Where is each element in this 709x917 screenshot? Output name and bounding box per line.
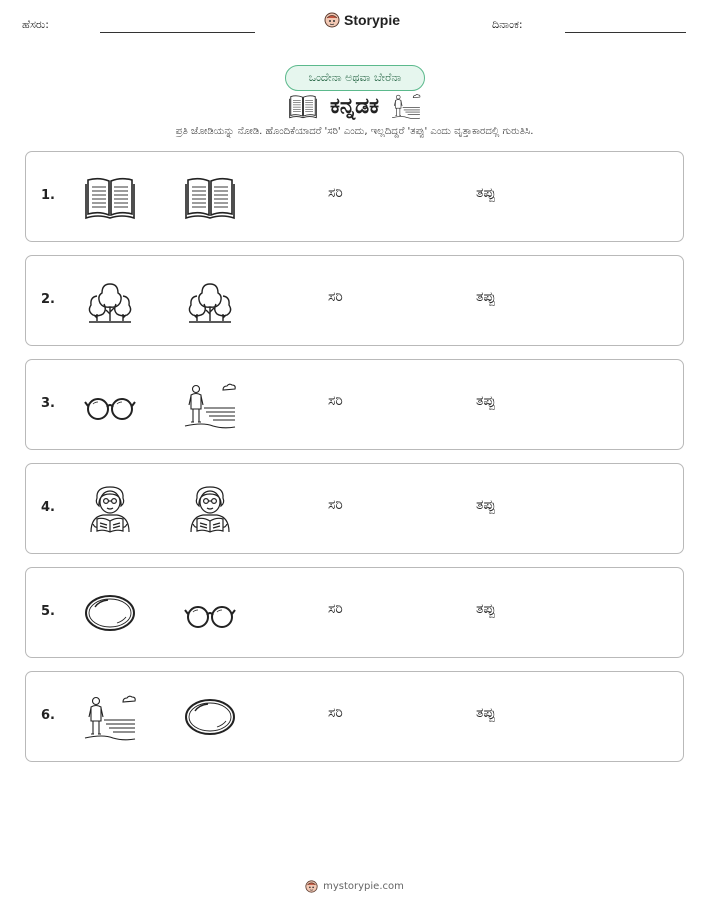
brand-name: Storypie: [344, 12, 401, 28]
true-option[interactable]: ಸರಿ: [328, 705, 343, 721]
trees-icon: [183, 276, 237, 326]
true-option[interactable]: ಸರಿ: [328, 497, 343, 513]
page-title: ಕನ್ನಡಕ: [329, 93, 380, 119]
date-label: ದಿನಾಂಕ:: [492, 18, 523, 31]
lens-icon: [183, 692, 237, 742]
brand-logo: [324, 12, 400, 28]
false-option[interactable]: ತಪ್ಪು: [476, 601, 496, 617]
false-option[interactable]: ತಪ್ಪು: [476, 289, 496, 305]
worksheet-type-badge: ಒಂದೇನಾ ಅಥವಾ ಬೇರೆನಾ: [285, 65, 425, 91]
false-option[interactable]: ತಪ್ಪು: [476, 705, 496, 721]
true-option[interactable]: ಸರಿ: [328, 185, 343, 201]
storypie-logo-icon: [305, 880, 318, 893]
question-number: 6.: [41, 708, 55, 723]
question-row: [25, 567, 684, 658]
false-option[interactable]: ತಪ್ಪು: [476, 185, 496, 201]
book-icon: [183, 172, 237, 222]
instructions-text: ಪ್ರತಿ ಜೋಡಿಯನ್ನು ನೋಡಿ. ಹೊಂದಿಕೆಯಾದರೆ 'ಸರಿ' ಎಂದು, ಇಲ್ಲದಿದ್ದರೆ 'ತಪ್ಪು' ಎಂದು ವೃತ್ತಾಕಾರದಲ್ಲಿ ಗುರುತಿಸಿ.: [175, 126, 534, 137]
question-number: 1.: [41, 188, 55, 203]
book-icon: [288, 92, 318, 120]
storypie-logo-icon: [324, 12, 340, 28]
question-number: 3.: [41, 396, 55, 411]
question-number: 4.: [41, 500, 55, 515]
date-field-line[interactable]: [565, 32, 686, 33]
book-icon: [83, 172, 137, 222]
man-at-sea-icon: [83, 692, 137, 742]
true-option[interactable]: ಸರಿ: [328, 601, 343, 617]
glasses-icon: [183, 588, 237, 638]
footer: [0, 880, 709, 893]
false-option[interactable]: ತಪ್ಪು: [476, 393, 496, 409]
true-option[interactable]: ಸರಿ: [328, 289, 343, 305]
question-row: [25, 359, 684, 450]
lens-icon: [83, 588, 137, 638]
question-row: [25, 671, 684, 762]
true-option[interactable]: ಸರಿ: [328, 393, 343, 409]
grandmother-reading-icon: [183, 484, 237, 534]
man-at-sea-icon: [183, 380, 237, 430]
footer-url: mystorypie.com: [323, 881, 404, 892]
question-row: [25, 463, 684, 554]
glasses-icon: [83, 380, 137, 430]
name-field-line[interactable]: [100, 32, 255, 33]
question-row: [25, 151, 684, 242]
grandmother-reading-icon: [83, 484, 137, 534]
worksheet-header: [0, 0, 709, 50]
question-number: 5.: [41, 604, 55, 619]
trees-icon: [83, 276, 137, 326]
name-label: ಹೆಸರು:: [22, 18, 49, 31]
false-option[interactable]: ತಪ್ಪು: [476, 497, 496, 513]
question-number: 2.: [41, 292, 55, 307]
title-block: [0, 90, 709, 122]
question-row: [25, 255, 684, 346]
man-at-sea-icon: [391, 92, 421, 120]
